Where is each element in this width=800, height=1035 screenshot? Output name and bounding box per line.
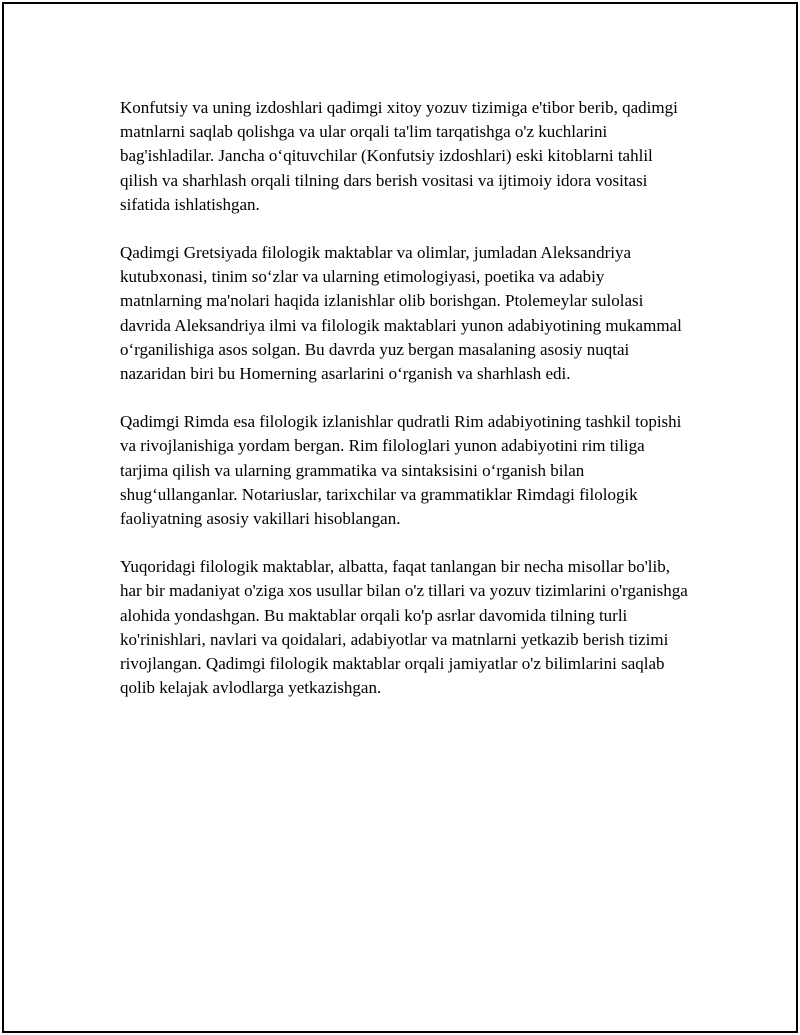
document-page <box>2 2 798 1033</box>
paragraph-confucius: Konfutsiy va uning izdoshlari qadimgi xitoy yozuv tizimiga e'tibor berib, qadimgi matnlarni saqlab qolishga va ular orqali ta'lim tarqatishga o'z kuchlarini bag'ishladilar. Jancha o‘qituvchilar (Konfutsiy izdoshlari) eski kitoblarni tahlil qilish va sharhlash orqali tilning dars berish vositasi va ijtimoiy idora vositasi sifatida ishlatishgan. <box>120 98 678 214</box>
document-body <box>120 96 690 724</box>
paragraph-rome: Qadimgi Rimda esa filologik izlanishlar qudratli Rim adabiyotining tashkil topishi va rivojlanishiga yordam bergan. Rim filologlari yunon adabiyotini rim tiliga tarjima qilish va ularning grammatika va sintaksisini o‘rganish bilan shug‘ullanganlar. Notariuslar, tarixchilar va grammatiklar Rimdagi filologik faoliyatning asosiy vakillari hisoblangan. <box>120 412 682 529</box>
paragraph-greece: Qadimgi Gretsiyada filologik maktablar va olimlar, jumladan Aleksandriya kutubxonasi, tinim so‘zlar va ularning etimologiyasi, poetika va adabiy matnlarning ma'nolari haqida izlanishlar olib borishgan. Ptolemeylar sulolasi davrida Aleksandriya ilmi va filologik maktablari yunon adabiyotining mukammal o‘rganilishiga asos solgan. Bu davrda yuz bergan masalaning asosiy nuqtai nazaridan biri bu Homerning asarlarini o‘rganish va sharhlash edi. <box>120 243 682 384</box>
paragraph-summary: Yuqoridagi filologik maktablar, albatta, faqat tanlangan bir necha misollar bo'lib, har bir madaniyat o'ziga xos usullar bilan o'z tillari va yozuv tizimlarini o'rganishga alohida yondashgan. Bu maktablar orqali ko'p asrlar davomida tilning turli ko'rinishlari, navlari va qoidalari, adabiyotlar va matnlarni yetkazib berish tizimi rivojlangan. Qadimgi filologik maktablar orqali jamiyatlar o'z bilimlarini saqlab qolib kelajak avlodlarga yetkazishgan. <box>120 557 688 698</box>
